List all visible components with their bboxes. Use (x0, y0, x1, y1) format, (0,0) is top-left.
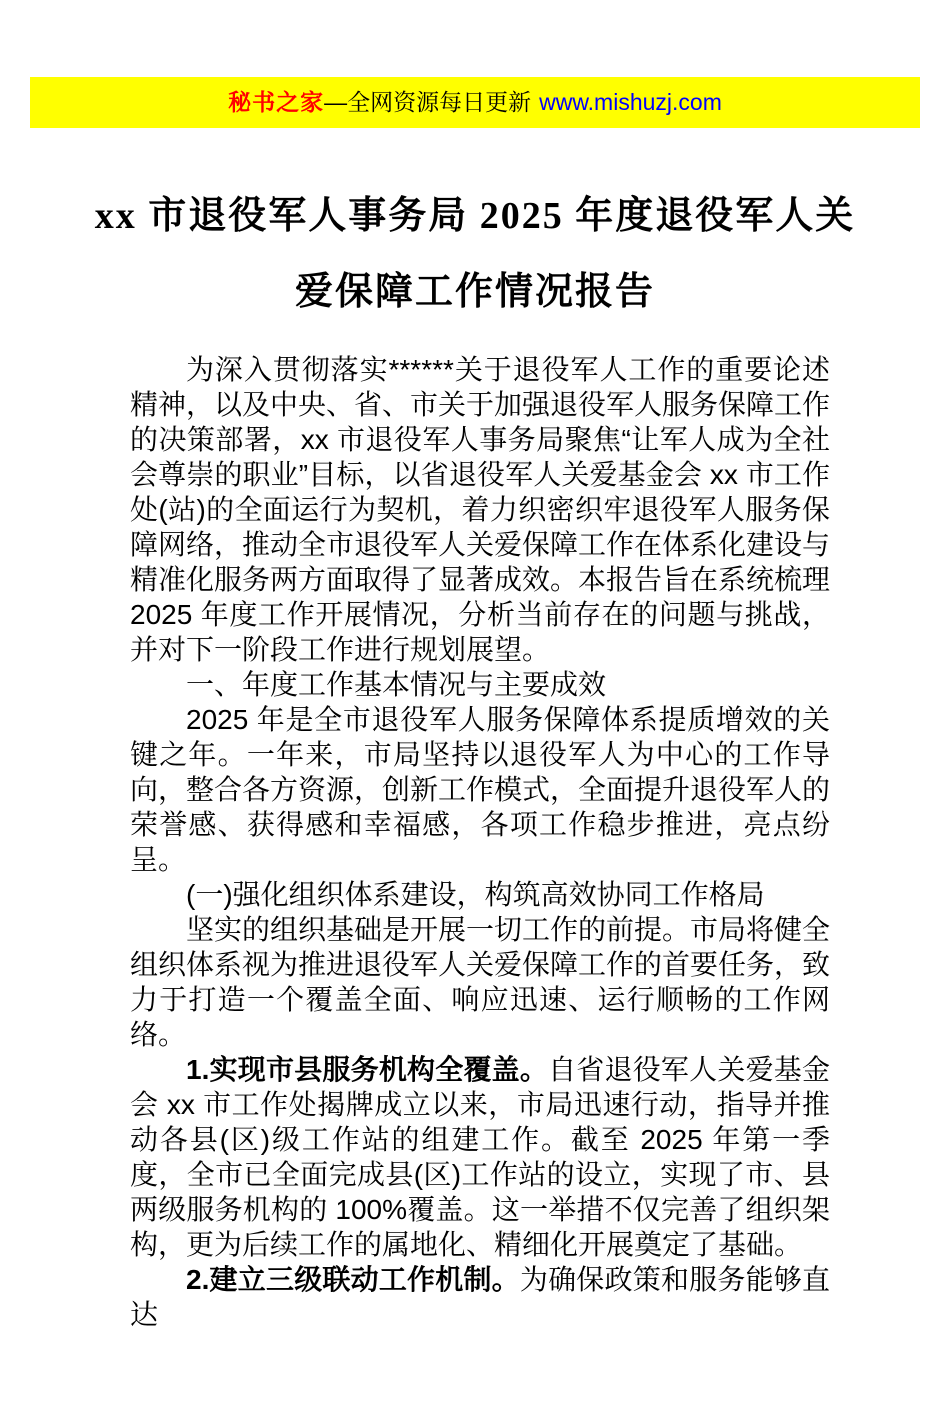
document-title-line-1: xx 市退役军人事务局 2025 年度退役军人关 (94, 195, 856, 237)
document-body (130, 352, 830, 1332)
paragraph-item-mechanism (130, 1262, 830, 1332)
site-tagline: —全网资源每日更新 (324, 89, 532, 115)
site-url-link[interactable]: www.mishuzj.com (539, 89, 722, 115)
paragraph-intro: 为深入贯彻落实******关于退役军人工作的重要论述精神，以及中央、省、市关于加强退役军人服务保障工作的决策部署，xx 市退役军人事务局聚焦“让军人成为全社会尊崇的职业”目标，以省退役军人关爱基金会 xx 市工作处(站)的全面运行为契机，着力织密织牢退役军人服务保障网络，推动全市退役军人关爱保障工作在体系化建设与精准化服务两方面取得了显著成效。本报告旨在系统梳理 2025 年度工作开展情况，分析当前存在的问题与挑战，并对下一阶段工作进行规划展望。 (130, 354, 831, 665)
item-1-lead: 1.实现市县服务机构全覆盖。 (186, 1054, 549, 1085)
paragraph-year-overview: 2025 年是全市退役军人服务保障体系提质增效的关键之年。一年来，市局坚持以退役军人为中心的工作导向，整合各方资源，创新工作模式，全面提升退役军人的荣誉感、获得感和幸福感，各项工作稳步推进，亮点纷呈。 (130, 704, 831, 875)
subsection-heading-organization: (一)强化组织体系建设，构筑高效协同工作格局 (186, 879, 765, 910)
document-page (0, 77, 950, 1421)
item-1-text: 自省退役军人关爱基金会 xx 市工作处揭牌成立以来，市局迅速行动，指导并推动各县(区)级工作站的组建工作。截至 2025 年第一季度，全市已全面完成县(区)工作站的设立，实现了市、县两级服务机构的 100%覆盖。这一举措不仅完善了组织架构，更为后续工作的属地化、精细化开展奠定了基础。 (130, 1054, 830, 1260)
document-title-line-2: 爱保障工作情况报告 (294, 271, 655, 313)
section-heading-annual-work: 一、年度工作基本情况与主要成效 (186, 669, 607, 700)
paragraph-organization-basis: 坚实的组织基础是开展一切工作的前提。市局将健全组织体系视为推进退役军人关爱保障工作的首要任务，致力于打造一个覆盖全面、响应迅速、运行顺畅的工作网络。 (130, 914, 831, 1050)
paragraph-item-coverage (130, 1052, 830, 1262)
item-2-text: 为确保政策和服务能够直达 (130, 1264, 830, 1330)
item-2-lead: 2.建立三级联动工作机制。 (186, 1264, 520, 1295)
site-name: 秘书之家 (228, 89, 325, 115)
document-title (60, 178, 890, 330)
site-header-highlight (30, 77, 920, 128)
